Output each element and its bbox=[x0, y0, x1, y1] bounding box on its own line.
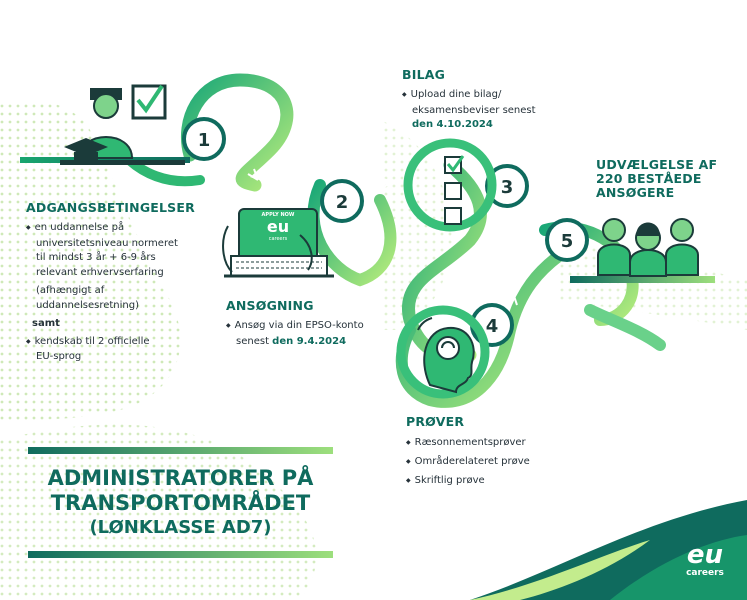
head-brain-icon bbox=[418, 318, 474, 392]
tablet-screen bbox=[243, 212, 313, 256]
step-4-number: 4 bbox=[485, 316, 499, 337]
step-5-number: 5 bbox=[560, 231, 574, 252]
application-date: den 9.4.2024 bbox=[272, 335, 347, 347]
eligibility-line-1: ◆ en uddannelse på bbox=[26, 221, 211, 237]
attachments-section bbox=[402, 67, 577, 133]
tablet-logo: eu bbox=[266, 217, 290, 236]
title-line-3: (LØNKLASSE AD7) bbox=[89, 517, 272, 538]
attachments-line-2: eksamensbeviser senest bbox=[412, 104, 536, 116]
eligibility-heading: ADGANGSBETINGELSER bbox=[26, 200, 195, 215]
attachments-date: den 4.10.2024 bbox=[412, 119, 493, 130]
eligibility-samt: samt bbox=[32, 318, 60, 329]
checklist-icon bbox=[445, 156, 463, 224]
title-line-1: ADMINISTRATORER PÅ bbox=[47, 466, 314, 490]
step-1-number: 1 bbox=[197, 130, 211, 151]
step-3-number: 3 bbox=[500, 177, 514, 198]
eligibility-line-8: EU-sprog bbox=[36, 351, 82, 362]
page-title bbox=[28, 466, 333, 540]
tests-item-2: ◆ Områderelateret prøve bbox=[406, 453, 576, 472]
tests-heading: PRØVER bbox=[406, 414, 465, 429]
tablet-apply-now: APPLY NOW bbox=[261, 212, 295, 218]
selection-heading-line-3: ANSØGERE bbox=[596, 185, 675, 200]
selection-section bbox=[596, 158, 736, 200]
tests-item-1: ◆ Ræsonnementsprøver bbox=[406, 434, 576, 453]
logo-main: eu bbox=[686, 540, 724, 570]
title-line-2: TRANSPORTOMRÅDET bbox=[50, 491, 311, 515]
logo-sub: careers bbox=[686, 568, 724, 578]
attachments-heading: BILAG bbox=[402, 67, 446, 82]
eligibility-line-6: uddannelsesretning) bbox=[36, 299, 140, 311]
selection-heading-line-1: UDVÆLGELSE AF bbox=[596, 157, 718, 172]
eligibility-line-5: (afhængigt af bbox=[36, 285, 105, 296]
eligibility-line-2: universitetsniveau normeret bbox=[36, 237, 178, 249]
eligibility-line-3: til mindst 3 år + 6-9 års bbox=[36, 252, 156, 263]
application-section bbox=[226, 298, 401, 349]
tests-section bbox=[406, 414, 576, 491]
eligibility-section bbox=[26, 200, 211, 365]
tablet-careers: careers bbox=[268, 236, 288, 242]
tests-item-3: ◆ Skriftlig prøve bbox=[406, 472, 576, 491]
attachments-line-1: ◆ Upload dine bilag/ bbox=[402, 88, 577, 104]
eligibility-line-4: relevant erhvervserfaring bbox=[36, 266, 164, 278]
application-line-2: senest bbox=[236, 335, 269, 347]
eligibility-line-7: ◆ kendskab til 2 officielle bbox=[26, 335, 211, 351]
selection-heading-line-2: 220 BESTÅEDE bbox=[596, 171, 702, 186]
application-heading: ANSØGNING bbox=[226, 298, 314, 313]
step-2-number: 2 bbox=[335, 192, 349, 213]
people-icon bbox=[598, 219, 698, 276]
eu-careers-logo bbox=[676, 542, 734, 578]
application-line-1: ◆ Ansøg via din EPSO-konto bbox=[226, 319, 401, 335]
graduate-icon bbox=[60, 86, 185, 165]
